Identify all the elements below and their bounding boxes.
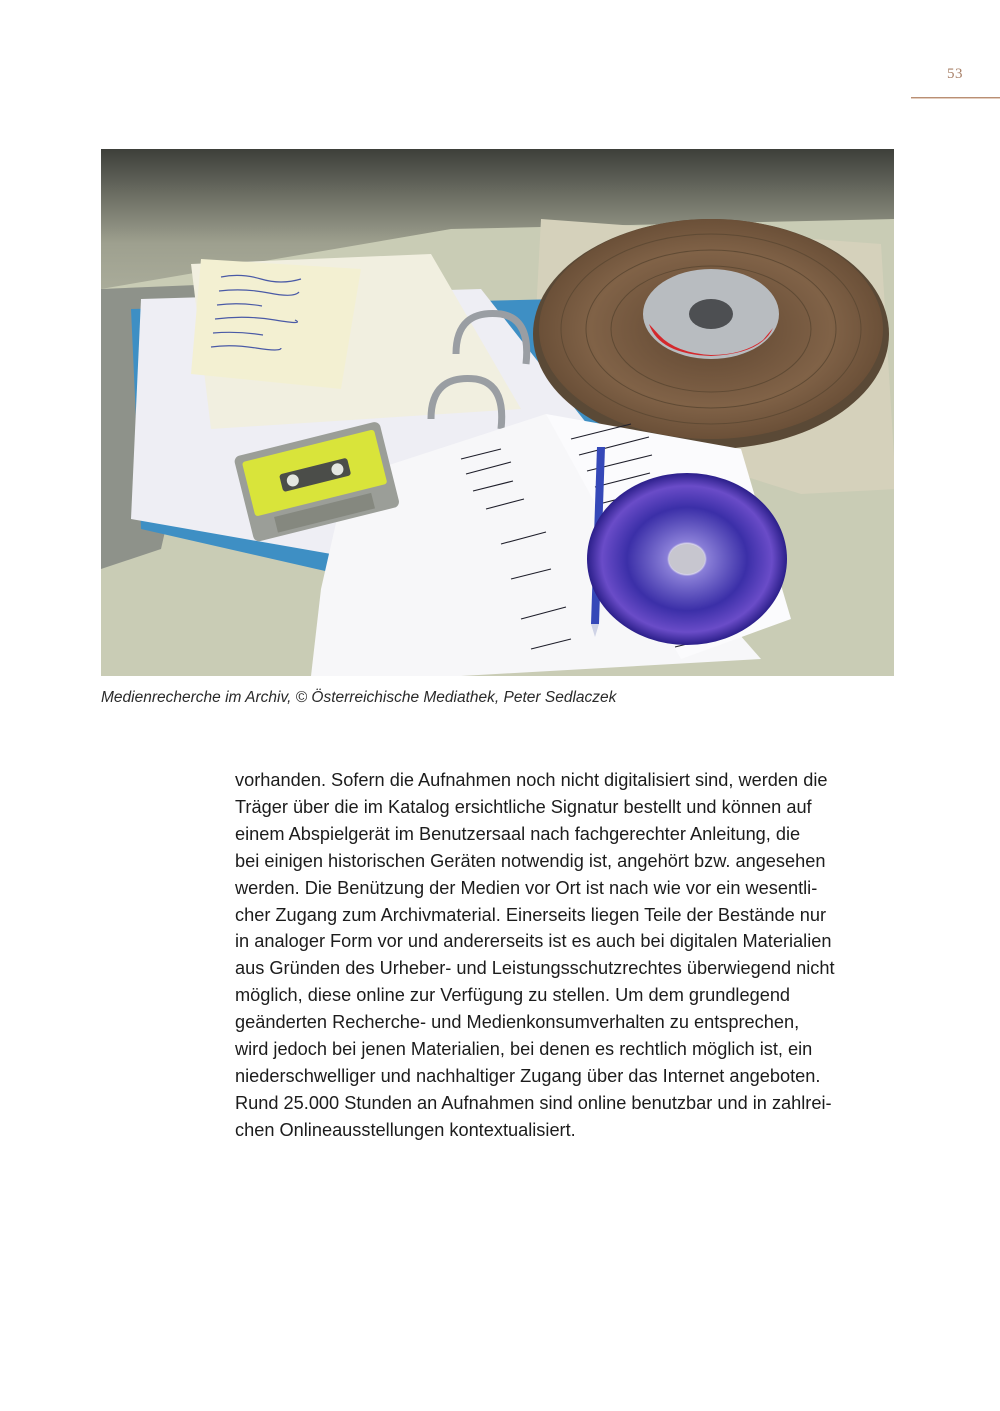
text-line: niederschwelliger und nachhaltiger Zugang über das Internet angeboten.	[235, 1065, 821, 1086]
page-number: 53	[947, 66, 963, 82]
text-line: wird jedoch bei jenen Materialien, bei denen es rechtlich möglich ist, ein	[235, 1039, 813, 1060]
photo-caption: Medienrecherche im Archiv, © Österreichische Mediathek, Peter Sedlaczek	[101, 689, 617, 706]
text-line: Rund 25.000 Stunden an Aufnahmen sind online benutzbar und in zahlrei-	[235, 1092, 832, 1113]
page-number-rule	[911, 97, 1000, 99]
text-line: chen Onlineausstellungen kontextualisiert.	[235, 1119, 576, 1140]
text-line: vorhanden. Sofern die Aufnahmen noch nicht digitalisiert sind, werden die	[235, 770, 828, 790]
body-paragraph	[235, 767, 915, 1144]
text-line: werden. Die Benützung der Medien vor Ort ist nach wie vor ein wesentli-	[235, 877, 818, 898]
archive-photo	[101, 149, 894, 676]
text-line: geänderten Recherche- und Medienkonsumverhalten zu entsprechen,	[235, 1012, 800, 1033]
text-line: in analoger Form vor und andererseits ist es auch bei digitalen Materialien	[235, 931, 832, 952]
text-line: Träger über die im Katalog ersichtliche Signatur bestellt und können auf	[235, 796, 812, 817]
text-line: cher Zugang zum Archivmaterial. Einerseits liegen Teile der Bestände nur	[235, 904, 827, 925]
text-line: bei einigen historischen Geräten notwendig ist, angehört bzw. angesehen	[235, 850, 826, 871]
text-line: möglich, diese online zur Verfügung zu stellen. Um dem grundlegend	[235, 985, 791, 1006]
text-line: aus Gründen des Urheber- und Leistungsschutzrechtes überwiegend nicht	[235, 958, 835, 979]
text-line: einem Abspielgerät im Benutzersaal nach fachgerechter Anleitung, die	[235, 823, 801, 844]
